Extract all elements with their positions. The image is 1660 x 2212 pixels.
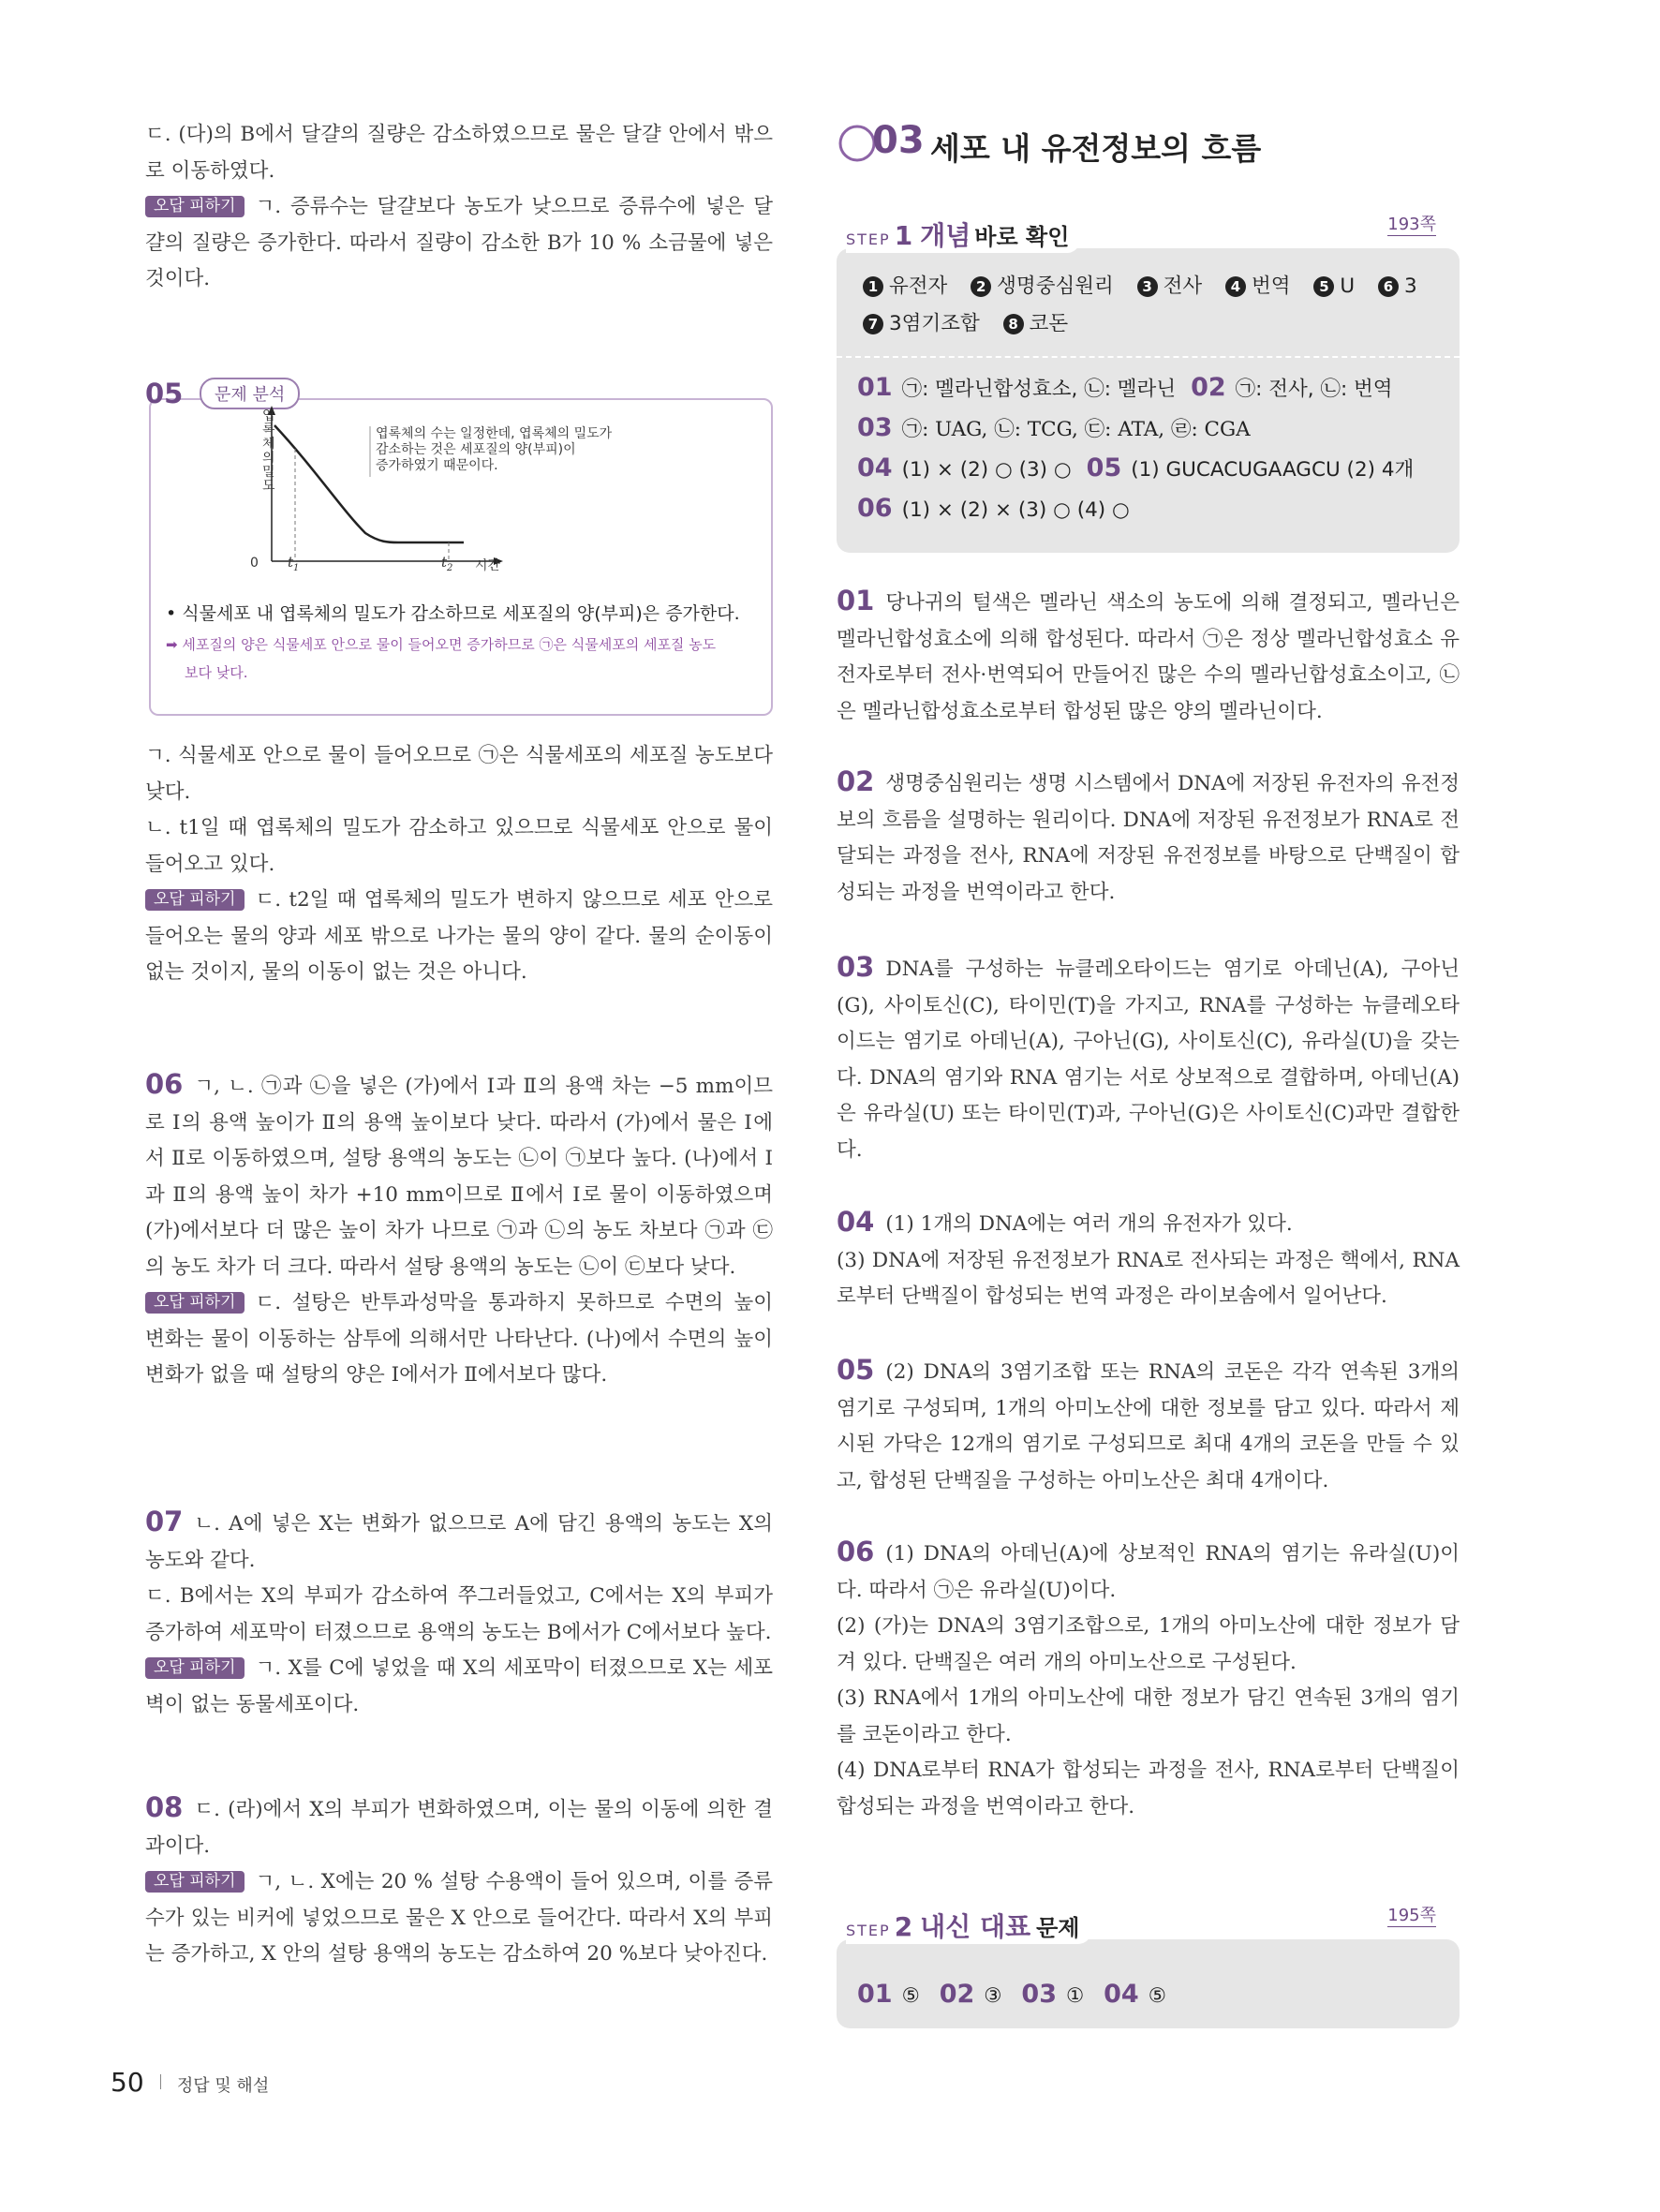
page-number: 50 (111, 2067, 144, 2098)
paragraph: 08 ㄷ. (라)에서 X의 부피가 변화하였으며, 이는 물의 이동에 의한 결과이다. (145, 1791, 773, 1858)
paragraph: 오답 피하기 ㄱ, ㄴ. X에는 20 % 설탕 수용액이 들어 있으며, 이를 증류수가 있는 비커에 넣었으므로 물은 X 안으로 들어간다. 따라서 X의 부피는 증가하고, X 안의 설탕 용액의 농도는 감소하여 20 %보다 낮아진다. (145, 1870, 773, 1966)
explanation-04: 04 (1) 1개의 DNA에는 여러 개의 유전자가 있다. (3) DNA에 저장된 유전정보가 RNA로 전사되는 과정은 핵에서, RNA로부터 단백질이 합성되는 번역 과정은 라이보솜에서 일어난다. (837, 1206, 1460, 1308)
footer-divider (160, 2074, 161, 2089)
question-number: 06 (145, 1068, 184, 1100)
concept-item: 7 3염기조합 (863, 312, 980, 335)
q05-explanation (145, 738, 773, 991)
explanation-02: 02 생명중심원리는 생명 시스템에서 DNA에 저장된 유전자의 유전정보의 흐름을 설명하는 원리이다. DNA에 저장된 유전정보가 RNA로 전달되는 과정을 전사, RNA에 저장된 유전정보를 바탕으로 단백질이 합성되는 과정을 번역이라고 한다. (837, 765, 1460, 904)
section-number: 03 (872, 119, 925, 162)
step2-block (837, 1902, 1460, 2042)
concept-item: 1 유전자 (863, 275, 947, 298)
paragraph: ㄷ. B에서는 X의 부피가 감소하여 쭈그러들었고, C에서는 X의 부피가 증가하여 세포막이 터졌으므로 용액의 농도는 B에서가 C에서보다 높다. (145, 1584, 773, 1644)
avoid-error-tag: 오답 피하기 (145, 889, 245, 911)
concepts-line-2 (863, 304, 1068, 343)
answer-item: 01 ⑤ (857, 1980, 920, 2009)
answer-item: 03 ① (1021, 1980, 1085, 2009)
page-reference: 193쪽 (1387, 211, 1436, 236)
q08-explanation (145, 1789, 773, 1973)
concept-item: 3 전사 (1137, 275, 1203, 298)
answer-row: 03 ㉠: UAG, ㉡: TCG, ㉢: ATA, ㉣: CGA (857, 413, 1251, 442)
concept-item: 2 생명중심원리 (971, 275, 1114, 298)
page-reference: 195쪽 (1387, 1902, 1436, 1927)
question-number: 06 (837, 1536, 875, 1567)
step1-answers (857, 368, 1414, 529)
answer-row: 01 ㉠: 멜라닌합성효소, ㉡: 멜라닌 02 ㉠: 전사, ㉡: 번역 (857, 373, 1393, 402)
question-number: 07 (145, 1506, 184, 1537)
answer-item: 02 ③ (939, 1980, 1002, 2009)
intro-block (145, 117, 773, 298)
t2-label: $t_2$ (441, 554, 453, 573)
step1-heading: STEP 1 개념 바로 확인 (846, 215, 1080, 253)
dashed-divider (837, 356, 1460, 358)
y-axis-label: 엽록체의 밀도 (262, 408, 275, 494)
explanation-03: 03 DNA를 구성하는 뉴클레오타이드는 염기로 아데닌(A), 구아닌(G), 사이토신(C), 타이민(T)을 가지고, RNA를 구성하는 뉴클레오타이드는 염기로 아데닌(A), 구아닌(G), 사이토신(C), 유라실(U)을 갖는다. DNA의 염기와 RNA 염기는 서로 상보적으로 결합하며, 아데닌(A)은 유라실(U) 또는 타이민(T)과, 구아닌(G)은 사이토신(C)과만 결합한다. (837, 951, 1460, 1162)
q05-analysis (145, 378, 773, 715)
question-number: 02 (837, 765, 875, 797)
question-number: 05 (145, 378, 184, 409)
analysis-pill: 문제 분석 (200, 378, 300, 409)
question-number: 03 (837, 951, 875, 983)
q07-explanation (145, 1504, 773, 1723)
step1-block (837, 211, 1460, 646)
paragraph: 오답 피하기 ㄱ. X를 C에 넣었을 때 X의 세포막이 터졌으므로 X는 세포벽이 없는 동물세포이다. (145, 1656, 773, 1716)
question-number: 01 (837, 585, 875, 616)
paragraph: 오답 피하기 ㄱ. 증류수는 달걀보다 농도가 낮으므로 증류수에 넣은 달걀의 질량은 증가한다. 따라서 질량이 감소한 B가 10 % 소금물에 넣은 것이다. (145, 195, 773, 290)
analysis-bullet: • 식물세포 내 엽록체의 밀도가 감소하므로 세포질의 양(부피)은 증가한다. (166, 603, 740, 624)
section-header (837, 117, 1460, 173)
paragraph: ㄱ. 식물세포 안으로 물이 들어오므로 ㉠은 식물세포의 세포질 농도보다 낮다. (145, 744, 773, 804)
concepts-line-1 (863, 267, 1417, 305)
paragraph: 07 ㄴ. A에 넣은 X는 변화가 없으므로 A에 담긴 용액의 농도는 X의 농도와 같다. (145, 1506, 773, 1572)
footer-label: 정답 및 해설 (176, 2076, 270, 2096)
avoid-error-tag: 오답 피하기 (145, 1292, 245, 1314)
step2-answers (857, 1975, 1166, 2015)
explanation-05: 05 (2) DNA의 3염기조합 또는 RNA의 코돈은 각각 연속된 3개의 염기로 구성되며, 1개의 아미노산에 대한 정보를 담고 있다. 따라서 제시된 가닥은 12개의 염기로 구성되므로 최대 4개의 코돈을 만들 수 있고, 합성된 단백질을 구성하는 아미노산은 최대 4개이다. (837, 1354, 1460, 1492)
x-axis-label: 시간 (475, 558, 501, 573)
step2-heading: STEP 2 내신 대표 문제 (846, 1907, 1091, 1944)
paragraph: ㄴ. t1일 때 엽록체의 밀도가 감소하고 있으므로 식물세포 안으로 물이 들어오고 있다. (145, 816, 773, 876)
question-number: 08 (145, 1791, 184, 1823)
avoid-error-tag: 오답 피하기 (145, 196, 245, 217)
answer-row: 06 (1) × (2) × (3) ○ (4) ○ (857, 494, 1130, 523)
analysis-arrow-note: ➡ 세포질의 양은 식물세포 안으로 물이 들어오면 증가하므로 ㉠은 식물세포의 세포질 농도 보다 낮다. (166, 636, 717, 681)
paragraph: 오답 피하기 ㄷ. 설탕은 반투과성막을 통과하지 못하므로 수면의 높이 변화는 물이 이동하는 삼투에 의해서만 나타난다. (나)에서 수면의 높이 변화가 없을 때 설탕의 양은 Ⅰ에서가 Ⅱ에서보다 많다. (145, 1291, 773, 1387)
explanation-06: 06 (1) DNA의 아데닌(A)에 상보적인 RNA의 염기는 유라실(U)이다. 따라서 ㉠은 유라실(U)이다. (2) (가)는 DNA의 3염기조합으로, 1개의 아미노산에 대한 정보가 담겨 있다. 단백질은 여러 개의 아미노산으로 구성된다. (3) RNA에서 1개의 아미노산에 대한 정보가 담긴 연속된 3개의 염기를 코돈이라고 한다. (4) DNA로부터 RNA가 합성되는 과정을 전사, RNA로부터 단백질이 합성되는 과정을 번역이라고 한다. (837, 1536, 1460, 1819)
page-footer (111, 2067, 269, 2098)
concept-item: 5 U (1313, 275, 1355, 298)
question-number: 04 (837, 1206, 875, 1238)
origin-label: 0 (250, 556, 259, 571)
paragraph: 06 ㄱ, ㄴ. ㉠과 ㉡을 넣은 (가)에서 Ⅰ과 Ⅱ의 용액 차는 −5 mm이므로 Ⅰ의 용액 높이가 Ⅱ의 용액 높이보다 낮다. 따라서 (가)에서 물은 Ⅰ에서 Ⅱ로 이동하였으며, 설탕 용액의 농도는 ㉡이 ㉠보다 높다. (나)에서 Ⅰ과 Ⅱ의 용액 높이 차가 +10 mm이므로 Ⅱ에서 Ⅰ로 물이 이동하였으며 (가)에서보다 더 많은 높이 차가 나므로 ㉠과 ㉡의 농도 차보다 ㉠과 ㉢의 농도 차가 더 크다. 따라서 설탕 용액의 농도는 ㉡이 ㉢보다 낮다. (145, 1068, 773, 1279)
explanation-01: 01 당나귀의 털색은 멜라닌 색소의 농도에 의해 결정되고, 멜라닌은 멜라닌합성효소에 의해 합성된다. 따라서 ㉠은 정상 멜라닌합성효소 유전자로부터 전사·번역되어 만들어진 많은 수의 멜라닌합성효소이고, ㉡은 멜라닌합성효소로부터 합성된 많은 양의 멜라닌이다. (837, 585, 1460, 723)
paragraph: 오답 피하기 ㄷ. t2일 때 엽록체의 밀도가 변하지 않으므로 세포 안으로 들어오는 물의 양과 세포 밖으로 나가는 물의 양이 같다. 물의 순이동이 없는 것이지, 물의 이동이 없는 것은 아니다. (145, 888, 773, 984)
avoid-error-tag: 오답 피하기 (145, 1657, 245, 1679)
q06-explanation (145, 1066, 773, 1394)
paragraph: ㄷ. (다)의 B에서 달걀의 질량은 감소하였으므로 물은 달걀 안에서 밖으로 이동하였다. (145, 123, 773, 183)
answer-item: 04 ⑤ (1104, 1980, 1166, 2009)
t1-label: $t_1$ (288, 554, 300, 573)
concept-item: 4 번역 (1225, 275, 1291, 298)
question-number: 05 (837, 1354, 875, 1386)
graph-callout: 엽록체의 수는 일정한데, 엽록체의 밀도가 감소하는 것은 세포질의 양(부피)이 증가하였기 때문이다. (376, 426, 613, 473)
section-title: 세포 내 유전정보의 흐름 (930, 130, 1262, 167)
concept-item: 8 코돈 (1003, 312, 1069, 335)
concept-item: 6 3 (1378, 275, 1417, 298)
answer-row: 04 (1) × (2) ○ (3) ○ 05 (1) GUCACUGAAGCU (2) 4개 (857, 453, 1415, 482)
avoid-error-tag: 오답 피하기 (145, 1871, 245, 1893)
